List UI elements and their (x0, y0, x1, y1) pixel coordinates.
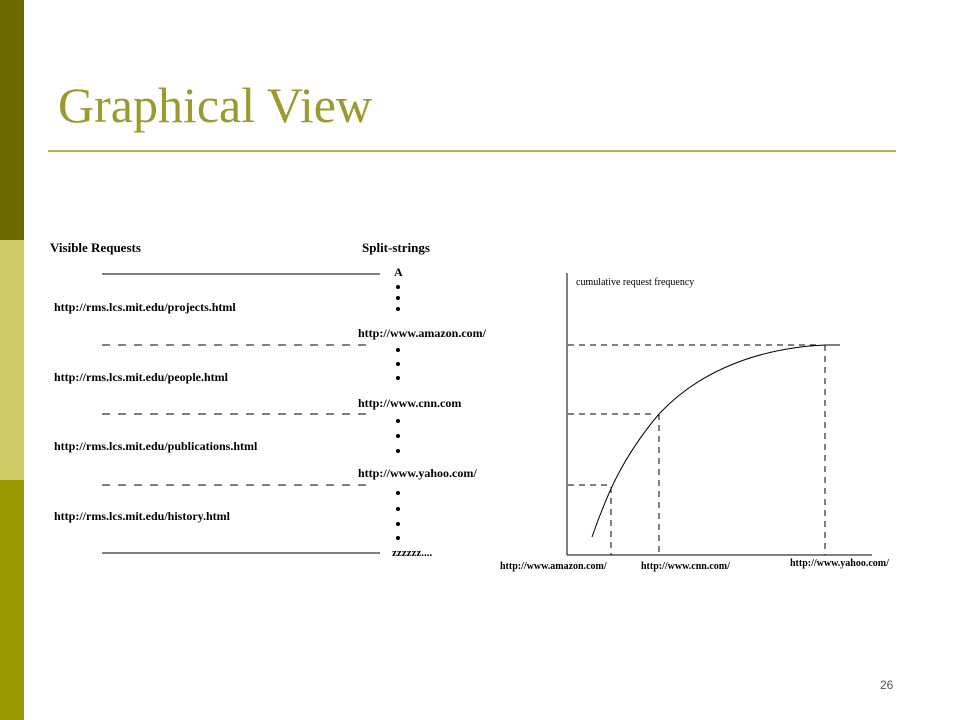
split-string-yahoo: http://www.yahoo.com/ (358, 466, 477, 480)
split-start-label: A (394, 265, 403, 279)
request-label-2: http://rms.lcs.mit.edu/people.html (54, 370, 228, 384)
y-axis-label: cumulative request frequency (576, 277, 695, 288)
split-string-cnn: http://www.cnn.com (358, 396, 462, 410)
header-split-strings: Split-strings (362, 240, 430, 255)
ellipsis-dots-2 (396, 348, 400, 380)
x-label-amazon: http://www.amazon.com/ (500, 561, 607, 572)
slide-title: Graphical View (58, 77, 373, 133)
cumulative-curve (592, 345, 840, 537)
split-end-label: zzzzzz.... (392, 547, 433, 559)
ellipsis-dots-4 (396, 491, 400, 540)
ellipsis-dots-1 (396, 285, 400, 311)
ellipsis-dots-3 (396, 419, 400, 453)
split-string-amazon: http://www.amazon.com/ (358, 326, 486, 340)
header-visible-requests: Visible Requests (50, 240, 141, 255)
request-label-3: http://rms.lcs.mit.edu/publications.html (54, 439, 258, 453)
request-label-4: http://rms.lcs.mit.edu/history.html (54, 509, 230, 523)
x-label-yahoo: http://www.yahoo.com/ (790, 558, 889, 569)
page-number: 26 (880, 678, 894, 692)
x-label-cnn: http://www.cnn.com/ (641, 561, 730, 572)
request-label-1: http://rms.lcs.mit.edu/projects.html (54, 300, 236, 314)
